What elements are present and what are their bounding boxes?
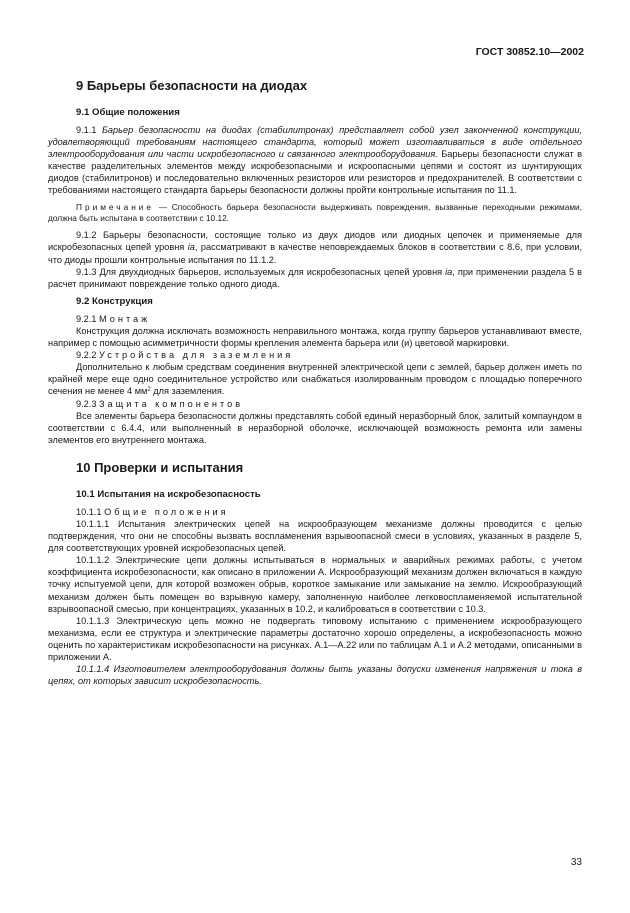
paragraph-9-2-2 [48,361,582,397]
subsection-9-1-title: 9.1 Общие положения [76,107,180,118]
paragraph-text: Дополнительно к любым средствам соединения внутренней электрической цепи с землей, барьер должен иметь по крайней мере еще одно соединительное устройство или снабжаться изолированным проводом с площадью поперечного сечения не менее 4 мм [48,362,582,397]
paragraph-text: , при применении раздела 5 в расчет принимают повреждение только одного диода. [48,266,582,289]
paragraph-9-1-2 [48,229,582,265]
subsection-9-2-title: 9.2 Конструкция [76,295,153,307]
superscript: 2 [147,387,151,394]
paragraph-10-1-1-heading [48,506,582,518]
paragraph-text: 9.1.2 Барьеры безопасности, состоящие только из двух диодов или диодных цепочек и применяемые для искробезопасных цепей уровня [48,230,582,253]
note-paragraph [48,202,582,225]
italic-definition: Барьер безопасности на диодах (стабилитронах) представляет собой узел законченной конструкции, удовлетворяющий требованиям настоящего стандарта, который может изготавливаться в виде отдельного электрооборудования или части искробезопасного и связанного электрооборудования. [48,125,582,160]
paragraph-9-2-3-heading [48,398,582,410]
paragraph-number: 9.1.1 [76,125,102,135]
spaced-heading: Монтаж [99,313,151,324]
paragraph-9-2-1: Конструкция должна исключать возможность неправильного монтажа, когда группу барьеров устанавливают вместе, например с помощью асимметричности формы крепления элемента барьера или (и) цветовой маркировки. [48,325,582,349]
paragraph-text: 9.1.3 Для двухдиодных барьеров, используемых для искробезопасных цепей уровня [76,266,446,277]
section-9-title: 9 Барьеры безопасности на диодах [76,78,308,93]
subsection-10-1-title: 10.1 Испытания на искробезопасность [76,488,261,500]
level-ia: ia [445,266,453,277]
paragraph-text: Барьеры безопасности служат в качестве разделительных элементов между искробезопасными и искроопасными цепями и состоят из шунтирующих диодов (стабилитронов) и последовательно включенных резисторов или резисторов и предохранителей. В соответствии с требованиями настоящего стандарта барьеры безопасности должны пройти контрольные испытания по 11.1. [48,149,582,196]
paragraph-10-1-1-1: 10.1.1.1 Испытания электрических цепей на искрообразующем механизме должны проводится с целью подтверждения, что они не способны вызвать воспламенения взрывоопасной смеси в условиях, указанных в разделе 5, для соответствующих уровней искробезопасных цепей. [48,518,582,554]
document-header: ГОСТ 30852.10—2002 [475,46,584,58]
paragraph-9-2-2-heading [48,349,582,361]
paragraph-9-2-3: Все элементы барьера безопасности должны представлять собой единый неразборный блок, залитый компаундом в соответствии с 6.4.4, или выполненный в неразборной оболочке, исключающей возможность ремонта или замены элементов его внутреннего монтажа. [48,410,582,445]
page-content [48,78,582,687]
spaced-heading: Общие положения [104,506,229,517]
paragraph-number: 9.2.1 [76,313,99,324]
spaced-heading: Защита компонентов [99,398,244,409]
paragraph-10-1-1-3: 10.1.1.3 Электрическую цепь можно не подвергать типовому испытанию с применением искрообразующего механизма, если ее структура и электрические параметры достаточно хорошо определены, а искробезопасность можно оценить по характеристикам искробезопасности на рисунках. А.1—А.22 или по таблицам А.1 и А.2 методами, описанными в приложении А. [48,615,582,662]
paragraph-10-1-1-4: 10.1.1.4 Изготовителем электрооборудования должны быть указаны допуски изменения напряжения и тока в цепях, от которых зависит искробезопасность. [48,664,582,687]
paragraph-9-1-3 [48,266,582,290]
paragraph-9-2-1-heading [48,313,582,325]
paragraph-text: для заземления. [150,386,225,397]
paragraph-9-1-1 [48,124,582,197]
page-number: 33 [570,857,582,868]
paragraph-number: 9.2.3 [76,398,99,409]
paragraph-number: 9.2.2 [76,350,99,361]
section-10-title: 10 Проверки и испытания [76,459,244,475]
level-ia: ia [187,242,195,253]
spaced-heading: Устройства для заземления [99,350,294,361]
note-text: — Способность барьера безопасности выдерживать повреждения, вызванные переходными режимами, должна быть испытана в соответствии с 10.12. [48,201,582,223]
paragraph-number: 10.1.1 [76,506,105,517]
note-label: Примечание [76,201,155,212]
paragraph-10-1-1-2: 10.1.1.2 Электрические цепи должны испытываться в нормальных и аварийных режимах работы, с учетом коэффициента искробезопасности, как описано в приложении А. Искрообразующий механизм должен включаться в каждую точку испытуемой цепи, для которой возможен обрыв, короткое замыкание или замыкание на землю. Искрообразующий механизм должен быть помещен во взрывную камеру, заполненную наиболее легковоспламеняемой испытательной взрывоопасной смесью, при концентрациях, указанных в 10.2, и калиброваться в соответствии с 10.3. [48,555,582,614]
paragraph-text: , рассматривают в качестве неповреждаемых блоков в соответствии с 8.6, при условии, что диоды прошли контрольные испытания по 11.1.2. [48,242,583,265]
